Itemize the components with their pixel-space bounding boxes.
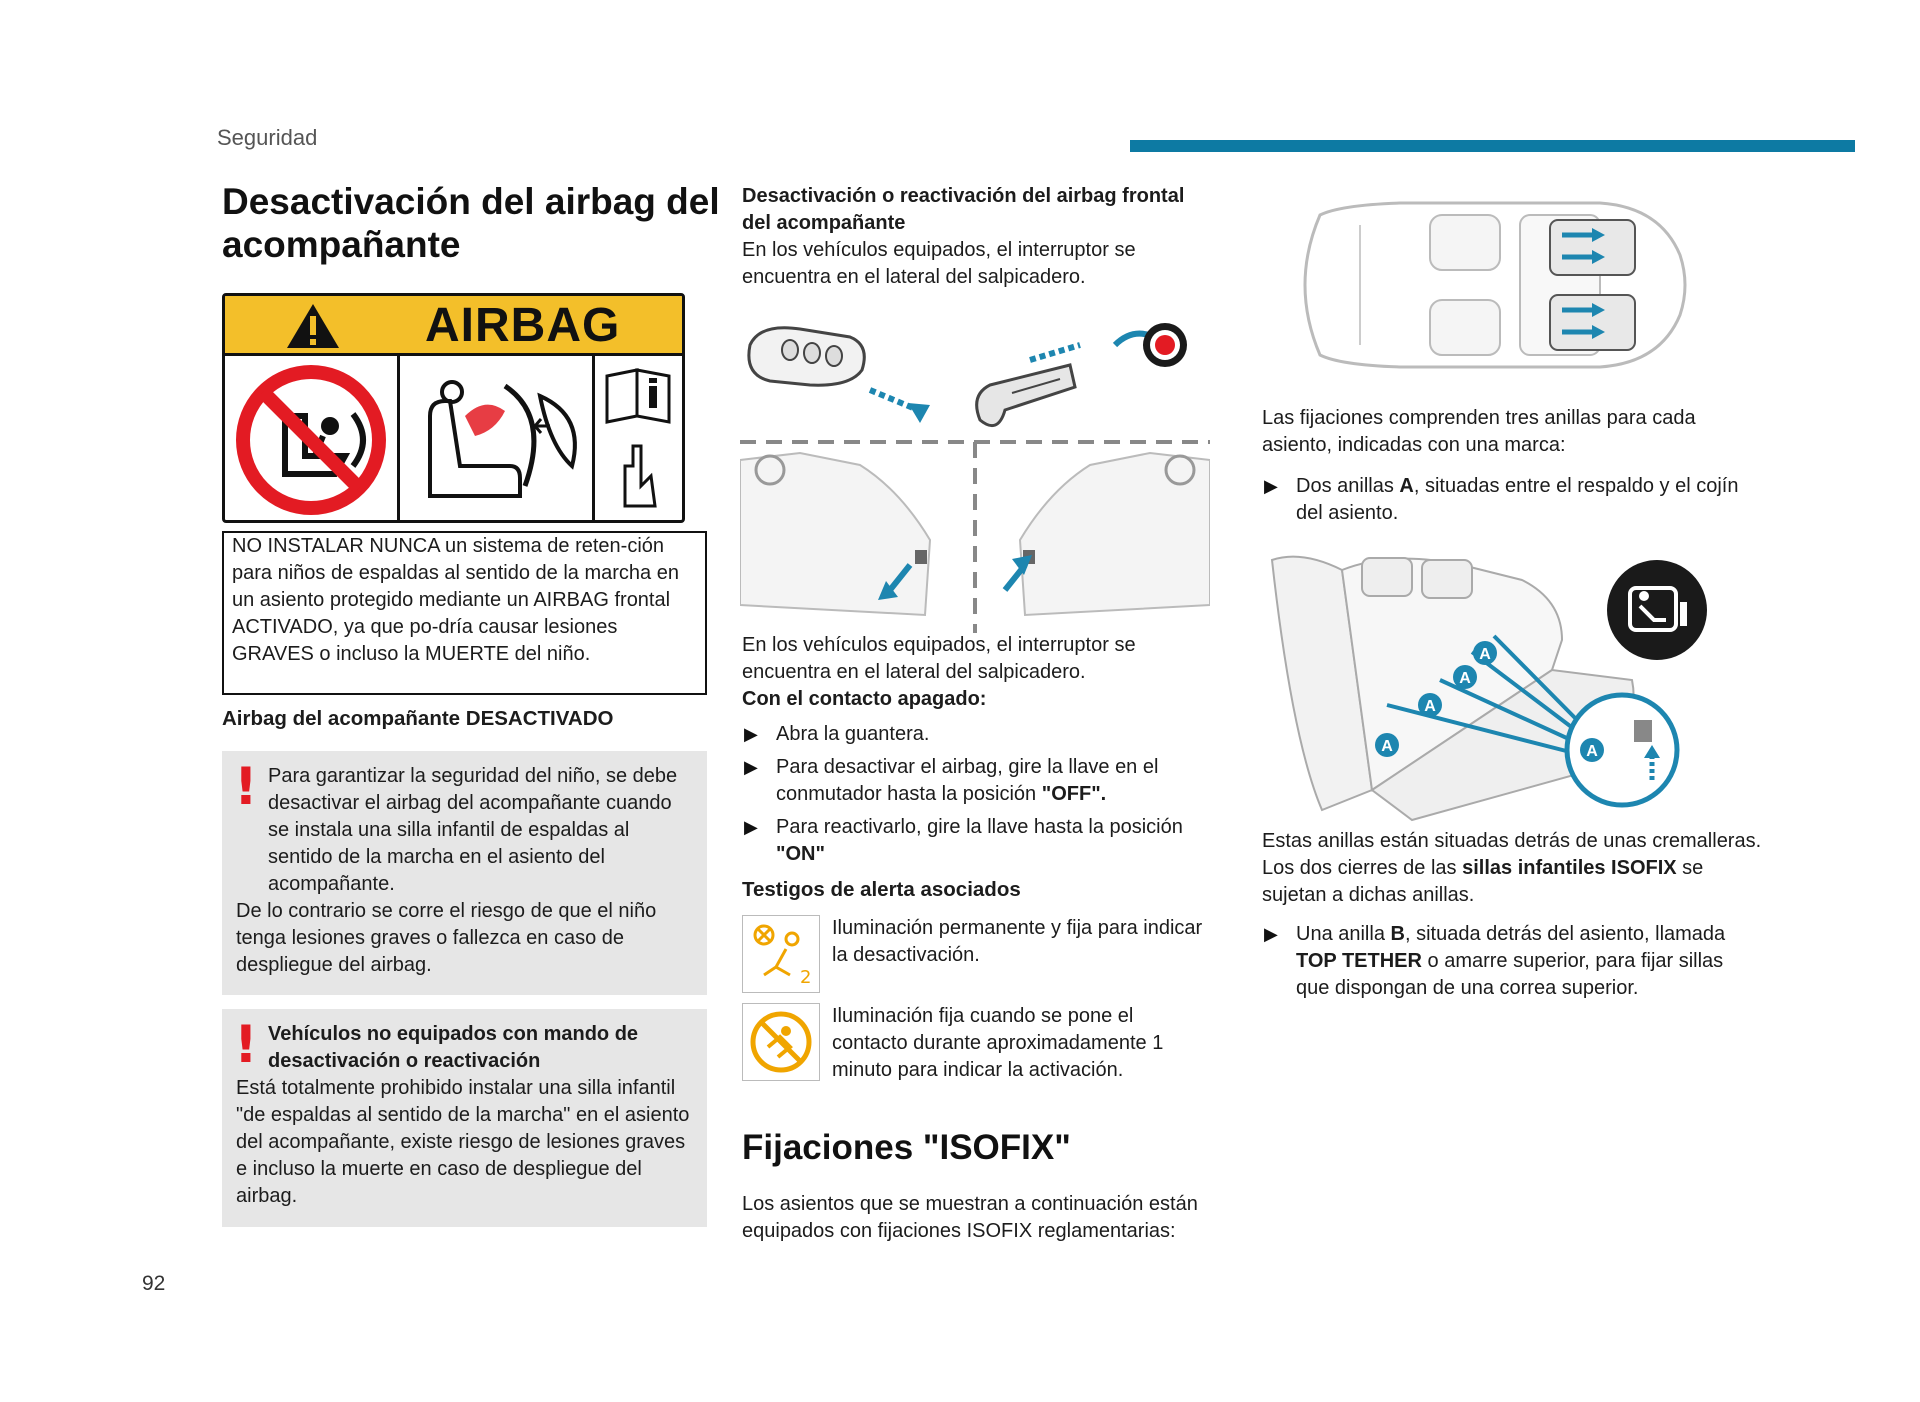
car-top-view-illustration	[1280, 185, 1700, 385]
ring-a-bullet-list	[1262, 473, 1762, 527]
zipper-section	[1262, 828, 1762, 1008]
warning-triangle-icon	[285, 302, 341, 350]
step-deactivate: ▶ Para desactivar el airbag, gire la llave en el conmutador hasta la posición "OFF".	[742, 754, 1212, 808]
no-child-seat-icon	[225, 356, 397, 523]
contact-off-heading: Con el contacto apagado:	[742, 688, 987, 710]
ring-b-bullet: ▶ Una anilla B, situada detrás del asiento, llamada TOP TETHER o amarre superior, para fijar sillas que dispongan de una correa superior.	[1262, 921, 1762, 1002]
ring-a-marker	[1473, 641, 1497, 665]
svg-text:A: A	[1381, 738, 1393, 755]
page-number: 92	[142, 1272, 166, 1295]
airbag-on-indicator-icon	[746, 1007, 816, 1077]
isofix-rings-section	[1262, 405, 1762, 533]
manual-book-icon	[595, 356, 682, 523]
ring-a-marker	[1418, 693, 1442, 717]
airbag-deactivated-heading: Airbag del acompañante DESACTIVADO	[222, 707, 614, 730]
exclamation-icon: !	[234, 757, 258, 817]
airbag-key-blade-icon	[977, 365, 1075, 426]
switch-location-text: En los vehículos equipados, el interruptor se encuentra en el lateral del salpicadero.	[742, 634, 1136, 683]
airbag-label-header	[225, 296, 682, 356]
ring-b-bullet-list	[1262, 921, 1762, 1002]
switch-intro: En los vehículos equipados, el interruptor se encuentra en el lateral del salpicadero.	[742, 239, 1136, 288]
isofix-clips-text: Los dos cierres de las sillas infantiles ISOFIX se sujetan a dichas anillas.	[1262, 857, 1704, 906]
page-title: Desactivación del airbag del acompañante	[222, 181, 720, 265]
never-install-warning: NO INSTALAR NUNCA un sistema de reten-ción para niños de espaldas al sentido de la marcha en un asiento protegido mediante un AIRBAG frontal ACTIVADO, ya que po-dría causar lesiones GRAVES o incluso la MUERTE del niño.	[222, 531, 707, 695]
vehicle-key-icon	[749, 328, 864, 385]
rings-intro: Las fijaciones comprenden tres anillas para cada asiento, indicadas con una marca:	[1262, 407, 1696, 456]
switch-heading: Desactivación o reactivación del airbag frontal del acompañante	[742, 185, 1185, 234]
isofix-title: Fijaciones "ISOFIX"	[742, 1128, 1071, 1167]
airbag-warning-label	[222, 293, 685, 523]
section-label: Seguridad	[217, 125, 318, 150]
airbag-label-title: AIRBAG	[425, 299, 621, 352]
no-rear-facing-seat-panel	[225, 356, 400, 523]
airbag-off-indicator-icon	[746, 919, 816, 989]
warning-lights-heading: Testigos de alerta asociados	[742, 878, 1021, 901]
ring-a-marker	[1453, 665, 1477, 689]
isofix-intro: Los asientos que se muestran a continuación están equipados con fijaciones ISOFIX reglamentarias:	[742, 1193, 1198, 1242]
zipper-text: Estas anillas están situadas detrás de unas cremalleras.	[1262, 830, 1762, 852]
procedure-steps	[742, 721, 1212, 868]
rear-seat-isofix-illustration	[1262, 540, 1722, 825]
svg-text:A: A	[1459, 670, 1471, 687]
child-safety-note	[222, 751, 707, 995]
isofix-seat-left	[1550, 220, 1635, 275]
svg-text:A: A	[1586, 743, 1598, 760]
note2-body: Está totalmente prohibido instalar una silla infantil "de espaldas al sentido de la marcha" en el asiento del acompañante, existe riesgo de lesiones graves e incluso la muerte en caso de despliegue del airbag.	[236, 1077, 690, 1207]
indicator-row	[742, 915, 1212, 993]
dashboard-switch-illustration	[740, 315, 1210, 633]
note2-title: Vehículos no equipados con mando de desactivación o reactivación	[268, 1023, 639, 1072]
indicator-text: Iluminación permanente y fija para indicar la desactivación.	[832, 917, 1203, 966]
indicator-text: Iluminación fija cuando se pone el contacto durante aproximadamente 1 minuto para indicar la activación.	[832, 1005, 1164, 1081]
indicator-box	[742, 915, 820, 993]
step-reactivate: ▶ Para reactivarlo, gire la llave hasta la posición "ON"	[742, 814, 1212, 868]
isofix-seat-right	[1550, 295, 1635, 350]
note1-paragraph2: De lo contrario se corre el riesgo de que el niño tenga lesiones graves o fallezca en caso de despliegue del airbag.	[236, 900, 657, 976]
exclamation-icon: !	[234, 1015, 258, 1075]
svg-text:A: A	[1479, 646, 1491, 663]
ring-a-bullet: ▶ Dos anillas A, situadas entre el respaldo y el cojín del asiento.	[1262, 473, 1762, 527]
airbag-deploy-icon	[400, 356, 592, 523]
switch-section	[742, 183, 1212, 291]
svg-text:2: 2	[800, 967, 812, 988]
note1-paragraph1: Para garantizar la seguridad del niño, se debe desactivar el airbag del acompañante cuando se instala una silla infantil de espaldas al sentido de la marcha en el asiento del acompañante.	[268, 765, 678, 895]
isofix-detail-zoom	[1567, 695, 1677, 805]
svg-text:A: A	[1424, 698, 1436, 715]
step-open-glovebox: ▶ Abra la guantera.	[742, 721, 1212, 748]
ring-a-marker	[1375, 733, 1399, 757]
airbag-deploy-panel	[400, 356, 595, 523]
indicator-row	[742, 1003, 1212, 1084]
isofix-symbol-icon	[1607, 560, 1707, 660]
no-switch-vehicles-note	[222, 1009, 707, 1227]
procedure-section	[742, 632, 1212, 1084]
indicator-box	[742, 1003, 820, 1081]
manual-panel	[595, 356, 685, 523]
section-accent-bar	[1130, 140, 1855, 152]
